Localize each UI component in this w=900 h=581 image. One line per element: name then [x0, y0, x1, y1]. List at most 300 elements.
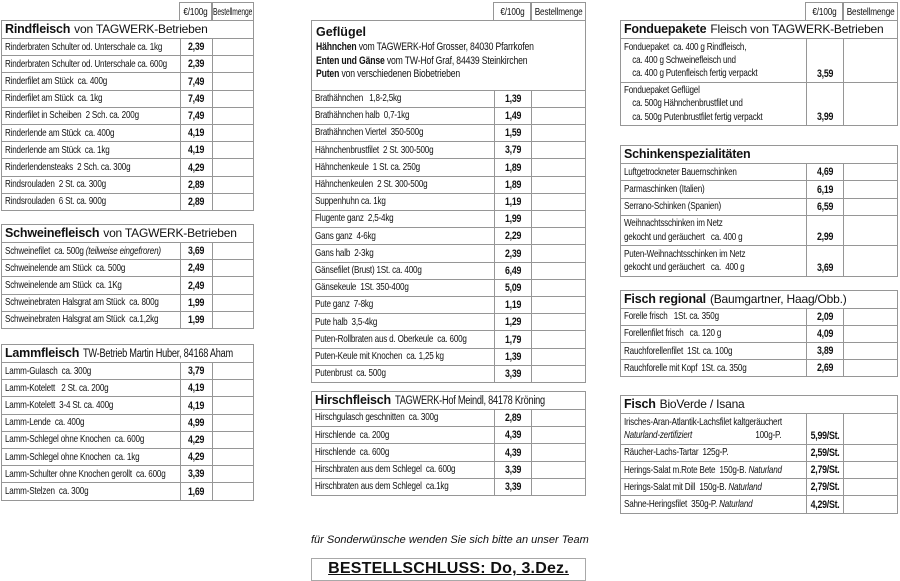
- qty-column-header-label: Bestellmenge: [846, 5, 895, 18]
- order-quantity-cell: [532, 479, 585, 495]
- item-price: 6,49: [494, 263, 532, 279]
- price-qty-header-left: [1, 2, 254, 20]
- order-quantity-cell: [532, 444, 585, 460]
- order-quantity-cell: [213, 177, 253, 193]
- table-row: [2, 379, 253, 396]
- order-quantity-cell: [213, 39, 253, 55]
- table-row: [2, 259, 253, 276]
- order-quantity-cell: [844, 83, 897, 126]
- rindfleisch-rows: [2, 38, 253, 210]
- table-row: [621, 180, 897, 197]
- item-price: 1,39: [494, 91, 532, 107]
- order-quantity-cell: [532, 331, 585, 347]
- table-row: [2, 448, 253, 465]
- item-price: 3,39: [494, 462, 532, 478]
- item-price: 1,49: [494, 108, 532, 124]
- item-name: Suppenhuhn ca. 1kg: [315, 195, 386, 208]
- hirschfleisch-title: [312, 392, 585, 409]
- order-quantity-cell: [213, 108, 253, 124]
- header-spacer: [1, 2, 179, 20]
- table-row: [312, 478, 585, 495]
- table-row: [2, 482, 253, 499]
- order-quantity-cell: [844, 199, 897, 215]
- section-title-rest: (Baumgartner, Haag/Obb.): [709, 291, 847, 306]
- table-row: [2, 141, 253, 158]
- item-price: 1,29: [494, 314, 532, 330]
- order-quantity-cell: [213, 432, 253, 448]
- section-title-bold: Fisch regional: [624, 291, 706, 306]
- gefluegel-source-haehnchen: [316, 41, 587, 55]
- table-row: [312, 409, 585, 426]
- table-row: [621, 478, 897, 495]
- item-price: 2,79/St.: [806, 479, 844, 495]
- table-row: [621, 325, 897, 342]
- table-row: [312, 124, 585, 141]
- table-row: [312, 330, 585, 347]
- price-qty-header-middle: [311, 2, 586, 20]
- fonduepakete-table: [620, 20, 898, 126]
- item-price: 5,99/St.: [806, 414, 844, 443]
- item-price: 1,89: [494, 177, 532, 193]
- order-quantity-cell: [844, 343, 897, 359]
- item-price: 1,99: [180, 295, 213, 311]
- item-price: 3,79: [180, 363, 213, 379]
- order-quantity-cell: [213, 243, 253, 259]
- hirschfleisch-rows: [312, 409, 585, 495]
- item-name: Schweinelende am Stück ca. 500g: [5, 261, 126, 274]
- order-quantity-cell: [844, 181, 897, 197]
- gefluegel-title: Geflügel: [316, 25, 367, 39]
- table-row: [621, 359, 897, 376]
- order-quantity-cell: [532, 211, 585, 227]
- section-title-bold: Fisch: [624, 397, 656, 412]
- item-price: 1,59: [494, 125, 532, 141]
- table-row: [621, 38, 897, 82]
- item-name: Hirschbraten aus dem Schlegel ca. 600g: [315, 463, 456, 476]
- item-price: 4,99: [180, 415, 213, 431]
- order-quantity-cell: [213, 260, 253, 276]
- order-quantity-cell: [532, 245, 585, 261]
- item-price: 4,19: [180, 397, 213, 413]
- order-quantity-cell: [844, 309, 897, 325]
- item-price: 2,39: [494, 245, 532, 261]
- table-row: [312, 279, 585, 296]
- item-price: 2,59/St.: [806, 445, 844, 461]
- table-row: [312, 193, 585, 210]
- table-row: [2, 294, 253, 311]
- column-left: [1, 2, 254, 501]
- item-price: 2,39: [180, 56, 213, 72]
- item-price: 7,49: [180, 73, 213, 89]
- item-price: 4,29: [180, 432, 213, 448]
- item-price: 2,89: [180, 177, 213, 193]
- order-deadline-text: BESTELLSCHLUSS: Do, 3.Dez.: [328, 560, 569, 578]
- item-name: Rinderfilet in Scheiben 2 Sch. ca. 200g: [5, 109, 139, 122]
- item-name: Luftgetrockneter Bauernschinken: [624, 165, 737, 178]
- section-title-bold: Rindfleisch: [5, 22, 71, 36]
- item-name: Pute halb 3,5-4kg: [315, 315, 378, 328]
- item-name: Puten-Keule mit Knochen ca. 1,25 kg: [315, 350, 444, 363]
- item-name: Schweinefilet ca. 500g (teilweise eingefroren): [5, 244, 161, 257]
- item-price: 1,99: [494, 211, 532, 227]
- table-row: [621, 342, 897, 359]
- item-price: 3,39: [494, 479, 532, 495]
- section-title-rest: von TAGWERK-Betrieben: [103, 226, 237, 241]
- table-row: [2, 465, 253, 482]
- item-price: 6,59: [806, 199, 844, 215]
- table-row: [621, 461, 897, 478]
- order-quantity-cell: [532, 366, 585, 382]
- order-quantity-cell: [213, 194, 253, 210]
- item-name: Lamm-Lende ca. 400g: [5, 416, 85, 429]
- item-name: Lamm-Kotelett 2 St. ca. 200g: [5, 381, 109, 394]
- table-row: [621, 198, 897, 215]
- table-row: [621, 82, 897, 126]
- item-name: Gänsekeule 1St. 350-400g: [315, 281, 409, 294]
- order-quantity-cell: [213, 397, 253, 413]
- price-column-header-label: €/100g: [499, 5, 525, 18]
- item-name: Rinderlendensteaks 2 Sch. ca. 300g: [5, 160, 131, 173]
- special-requests-note: für Sonderwünsche wenden Sie sich bitte an unser Team: [311, 533, 589, 546]
- table-row: [621, 245, 897, 275]
- item-name: Rinderbraten Schulter od. Unterschale ca. 1kg: [5, 40, 163, 53]
- item-name: Rauchforellenfilet 1St. ca. 100g: [624, 344, 733, 357]
- item-name: Gans halb 2-3kg: [315, 246, 374, 259]
- table-row: [312, 158, 585, 175]
- price-column-header: [805, 2, 843, 20]
- item-name: Schweinelende am Stück ca. 1Kg: [5, 278, 122, 291]
- order-quantity-cell: [213, 295, 253, 311]
- table-row: [2, 362, 253, 379]
- item-name: Hirschlende ca. 200g: [315, 428, 390, 441]
- qty-column-header: [212, 2, 254, 20]
- item-price: 2,09: [806, 309, 844, 325]
- qty-column-header: [843, 2, 898, 20]
- table-row: [621, 163, 897, 180]
- item-name: Hähnchenkeulen 2 St. 300-500g: [315, 178, 428, 191]
- order-quantity-cell: [213, 449, 253, 465]
- item-name: Lamm-Kotelett 3-4 St. ca. 400g: [5, 398, 114, 411]
- item-price: 1,79: [494, 331, 532, 347]
- gefluegel-rows: [312, 90, 585, 382]
- order-quantity-cell: [532, 228, 585, 244]
- table-row: [312, 348, 585, 365]
- table-row: [2, 276, 253, 293]
- item-price: 4,09: [806, 326, 844, 342]
- fisch-bioverde-title: [621, 396, 897, 413]
- item-price: 2,49: [180, 277, 213, 293]
- order-quantity-cell: [844, 326, 897, 342]
- item-price: 2,29: [494, 228, 532, 244]
- item-price: 2,49: [180, 260, 213, 276]
- item-name: Herings-Salat m.Rote Bete 150g-B. Naturland: [624, 463, 782, 476]
- item-name: Flugente ganz 2,5-4kg: [315, 212, 394, 225]
- desc-rest: von verschiedenen Biobetrieben: [339, 68, 461, 80]
- table-row: [312, 461, 585, 478]
- item-name: Rauchforelle mit Kopf 1St. ca. 350g: [624, 361, 747, 374]
- price-column-header: [179, 2, 212, 20]
- item-price: 2,79/St.: [806, 462, 844, 478]
- order-quantity-cell: [532, 410, 585, 426]
- item-name: Weihnachtsschinken im Netz gekocht und geräuchert ca. 400 g: [624, 217, 743, 243]
- item-price: 3,99: [806, 83, 844, 126]
- table-row: [2, 311, 253, 328]
- item-price: 1,89: [494, 159, 532, 175]
- item-price: 3,69: [180, 243, 213, 259]
- section-title-rest: von TAGWERK-Betrieben: [74, 22, 208, 36]
- section-title-bold: Hirschfleisch: [315, 392, 391, 407]
- item-name: Gans ganz 4-6kg: [315, 229, 376, 242]
- order-quantity-cell: [213, 312, 253, 328]
- price-column-header: [493, 2, 531, 20]
- table-row: [312, 176, 585, 193]
- item-name: Lamm-Schlegel ohne Knochen ca. 600g: [5, 433, 145, 446]
- hirschfleisch-table: [311, 391, 586, 496]
- table-row: [2, 158, 253, 175]
- gefluegel-table: [311, 20, 586, 383]
- table-row: [2, 55, 253, 72]
- order-quantity-cell: [213, 277, 253, 293]
- rindfleisch-title: [2, 21, 253, 38]
- table-row: [312, 296, 585, 313]
- price-column-header-label: €/100g: [183, 5, 208, 18]
- order-quantity-cell: [532, 159, 585, 175]
- item-price: 1,19: [494, 194, 532, 210]
- item-name: Puten-Weihnachtsschinken im Netz gekocht und geräuchert ca. 400 g: [624, 247, 746, 273]
- table-row: [2, 38, 253, 55]
- order-quantity-cell: [844, 479, 897, 495]
- table-row: [312, 210, 585, 227]
- order-quantity-cell: [213, 142, 253, 158]
- item-name: Irisches-Aran-Atlantik-Lachsfilet kaltgeräuchert Naturland-zertifiziert 100g-P.: [624, 415, 782, 442]
- desc-bold: Hähnchen: [316, 41, 357, 53]
- order-quantity-cell: [213, 363, 253, 379]
- order-quantity-cell: [532, 177, 585, 193]
- table-row: [2, 176, 253, 193]
- fisch-regional-title: [621, 291, 897, 308]
- item-price: 4,19: [180, 125, 213, 141]
- item-price: 2,99: [806, 216, 844, 245]
- schinken-table: [620, 145, 898, 276]
- item-price: 3,69: [806, 246, 844, 275]
- item-name: Forellenfilet frisch ca. 120 g: [624, 327, 722, 340]
- lammfleisch-table: [1, 344, 254, 501]
- desc-bold: Puten: [316, 68, 340, 80]
- item-name: Putenbrust ca. 500g: [315, 367, 386, 380]
- order-quantity-cell: [213, 159, 253, 175]
- order-quantity-cell: [532, 91, 585, 107]
- table-row: [312, 365, 585, 382]
- item-name: Herings-Salat mit Dill 150g-B. Naturland: [624, 480, 762, 493]
- item-name: Brathähnchen halb 0,7-1kg: [315, 109, 410, 122]
- table-row: [312, 313, 585, 330]
- order-quantity-cell: [844, 216, 897, 245]
- order-quantity-cell: [532, 349, 585, 365]
- section-title-bold: Schinkenspezialitäten: [624, 147, 751, 162]
- header-spacer: [311, 2, 493, 20]
- item-name: Gänsefilet (Brust) 1St. ca. 400g: [315, 264, 422, 277]
- order-quantity-cell: [213, 380, 253, 396]
- item-name: Lamm-Gulasch ca. 300g: [5, 364, 92, 377]
- item-price: 3,79: [494, 142, 532, 158]
- table-row: [621, 413, 897, 443]
- item-name: Fonduepaket ca. 400 g Rindfleisch, ca. 400 g Schweinefleisch und ca. 400 g Putenfleisch fertig verpackt: [624, 40, 758, 79]
- gefluegel-source-enten: [316, 55, 587, 69]
- table-row: [312, 227, 585, 244]
- section-title-bold: Lammfleisch: [5, 346, 80, 361]
- item-name: Rinderfilet am Stück ca. 400g: [5, 74, 108, 87]
- fonduepakete-title: [621, 21, 897, 38]
- item-price: 3,39: [180, 466, 213, 482]
- item-price: 2,69: [806, 360, 844, 376]
- desc-rest: vom TAGWERK-Hof Grosser, 84030 Pfarrkofen: [356, 41, 534, 53]
- qty-column-header-label: Bestellmenge: [213, 5, 253, 18]
- section-title-bold: Schweinefleisch: [5, 226, 100, 241]
- item-name: Rinderfilet am Stück ca. 1kg: [5, 92, 103, 105]
- item-name: Parmaschinken (Italien): [624, 182, 705, 195]
- desc-rest: vom TW-Hof Graf, 84439 Steinkirchen: [384, 54, 528, 67]
- order-deadline-box: [311, 558, 586, 581]
- table-row: [2, 242, 253, 259]
- order-quantity-cell: [532, 125, 585, 141]
- item-price: 1,39: [494, 349, 532, 365]
- table-row: [312, 141, 585, 158]
- item-price: 7,49: [180, 108, 213, 124]
- header-spacer: [620, 2, 805, 20]
- rindfleisch-table: [1, 20, 254, 211]
- qty-column-header: [531, 2, 586, 20]
- order-quantity-cell: [844, 39, 897, 82]
- order-quantity-cell: [213, 466, 253, 482]
- item-name: Lamm-Schlegel ohne Knochen ca. 1kg: [5, 450, 140, 463]
- item-price: 1,69: [180, 483, 213, 499]
- gefluegel-description: [312, 21, 585, 90]
- order-quantity-cell: [532, 280, 585, 296]
- item-name: Rindsrouladen 6 St. ca. 900g: [5, 195, 106, 208]
- section-title-rest: BioVerde / Isana: [659, 397, 745, 412]
- schinken-title: [621, 146, 897, 163]
- item-name: Rinderlende am Stück ca. 1kg: [5, 143, 110, 156]
- table-row: [312, 90, 585, 107]
- item-name: Lamm-Schulter ohne Knochen gerollt ca. 600g: [5, 467, 166, 480]
- item-price: 2,89: [180, 194, 213, 210]
- order-quantity-cell: [844, 445, 897, 461]
- item-name: Brathähnchen Viertel 350-500g: [315, 126, 424, 139]
- order-quantity-cell: [844, 164, 897, 180]
- schinken-rows: [621, 163, 897, 275]
- schweinefleisch-rows: [2, 242, 253, 328]
- item-price: 4,29: [180, 159, 213, 175]
- order-quantity-cell: [213, 125, 253, 141]
- item-price: 6,19: [806, 181, 844, 197]
- item-price: 4,29: [180, 449, 213, 465]
- item-price: 4,19: [180, 142, 213, 158]
- item-price: 7,49: [180, 91, 213, 107]
- item-name: Fonduepaket Geflügel ca. 500g Hähnchenbrustfilet und ca. 500g Putenbrustfilet fertig verpackt: [624, 84, 763, 123]
- item-name: Lamm-Stelzen ca. 300g: [5, 484, 89, 497]
- item-name: Hähnchenbrustfilet 2 St. 300-500g: [315, 143, 434, 156]
- order-quantity-cell: [532, 462, 585, 478]
- item-price: 1,19: [494, 297, 532, 313]
- lammfleisch-rows: [2, 362, 253, 500]
- lammfleisch-title: [2, 345, 253, 362]
- section-title-rest: TAGWERK-Hof Meindl, 84178 Kröning: [394, 394, 545, 407]
- column-middle: [311, 2, 589, 581]
- order-quantity-cell: [844, 414, 897, 443]
- order-quantity-cell: [532, 427, 585, 443]
- order-quantity-cell: [532, 142, 585, 158]
- item-price: 5,09: [494, 280, 532, 296]
- table-row: [312, 426, 585, 443]
- table-row: [312, 443, 585, 460]
- item-name: Serrano-Schinken (Spanien): [624, 200, 722, 213]
- item-name: Rinderbraten Schulter od. Unterschale ca. 600g: [5, 57, 167, 70]
- item-price: 3,59: [806, 39, 844, 82]
- item-name: Rinderlende am Stück ca. 400g: [5, 126, 115, 139]
- table-row: [312, 262, 585, 279]
- order-quantity-cell: [213, 483, 253, 499]
- table-row: [2, 414, 253, 431]
- section-title-rest: TW-Betrieb Martin Huber, 84168 Aham: [83, 348, 234, 361]
- table-row: [2, 72, 253, 89]
- fisch-bioverde-table: [620, 395, 898, 513]
- order-quantity-cell: [532, 194, 585, 210]
- table-row: [312, 107, 585, 124]
- qty-column-header-label: Bestellmenge: [534, 5, 583, 18]
- item-price: 4,29/St.: [806, 496, 844, 512]
- item-price: 4,39: [494, 427, 532, 443]
- item-price: 1,99: [180, 312, 213, 328]
- table-row: [2, 431, 253, 448]
- item-name: Hirschgulasch geschnitten ca. 300g: [315, 411, 439, 424]
- order-quantity-cell: [213, 56, 253, 72]
- table-row: [621, 215, 897, 245]
- order-quantity-cell: [213, 415, 253, 431]
- item-name: Schweinebraten Halsgrat am Stück ca. 800g: [5, 296, 159, 309]
- item-name: Hähnchenkeule 1 St. ca. 250g: [315, 160, 420, 173]
- price-qty-header-right: [620, 2, 898, 20]
- order-quantity-cell: [532, 263, 585, 279]
- table-row: [621, 495, 897, 512]
- order-quantity-cell: [213, 91, 253, 107]
- section-title-bold: Fonduepakete: [624, 22, 707, 36]
- order-quantity-cell: [532, 108, 585, 124]
- fisch-bioverde-rows: [621, 413, 897, 512]
- fisch-regional-rows: [621, 308, 897, 377]
- item-name: Hirschbraten aus dem Schlegel ca.1kg: [315, 480, 449, 493]
- order-quantity-cell: [844, 246, 897, 275]
- order-quantity-cell: [532, 314, 585, 330]
- item-name: Rindsrouladen 2 St. ca. 300g: [5, 178, 106, 191]
- item-name: Räucher-Lachs-Tartar 125g-P.: [624, 446, 729, 459]
- item-name: Pute ganz 7-8kg: [315, 298, 374, 311]
- table-row: [2, 90, 253, 107]
- table-row: [312, 244, 585, 261]
- order-quantity-cell: [213, 73, 253, 89]
- item-price: 4,39: [494, 444, 532, 460]
- item-name: Schweinebraten Halsgrat am Stück ca.1,2kg: [5, 313, 159, 326]
- table-row: [2, 396, 253, 413]
- order-quantity-cell: [844, 496, 897, 512]
- item-name: Puten-Rollbraten aus d. Oberkeule ca. 600g: [315, 332, 467, 345]
- order-quantity-cell: [532, 297, 585, 313]
- item-name: Forelle frisch 1St. ca. 350g: [624, 310, 719, 323]
- item-price: 3,89: [806, 343, 844, 359]
- gefluegel-source-puten: [316, 68, 587, 82]
- column-right: [620, 2, 898, 514]
- schweinefleisch-title: [2, 225, 253, 242]
- item-name: Hirschlende ca. 600g: [315, 445, 390, 458]
